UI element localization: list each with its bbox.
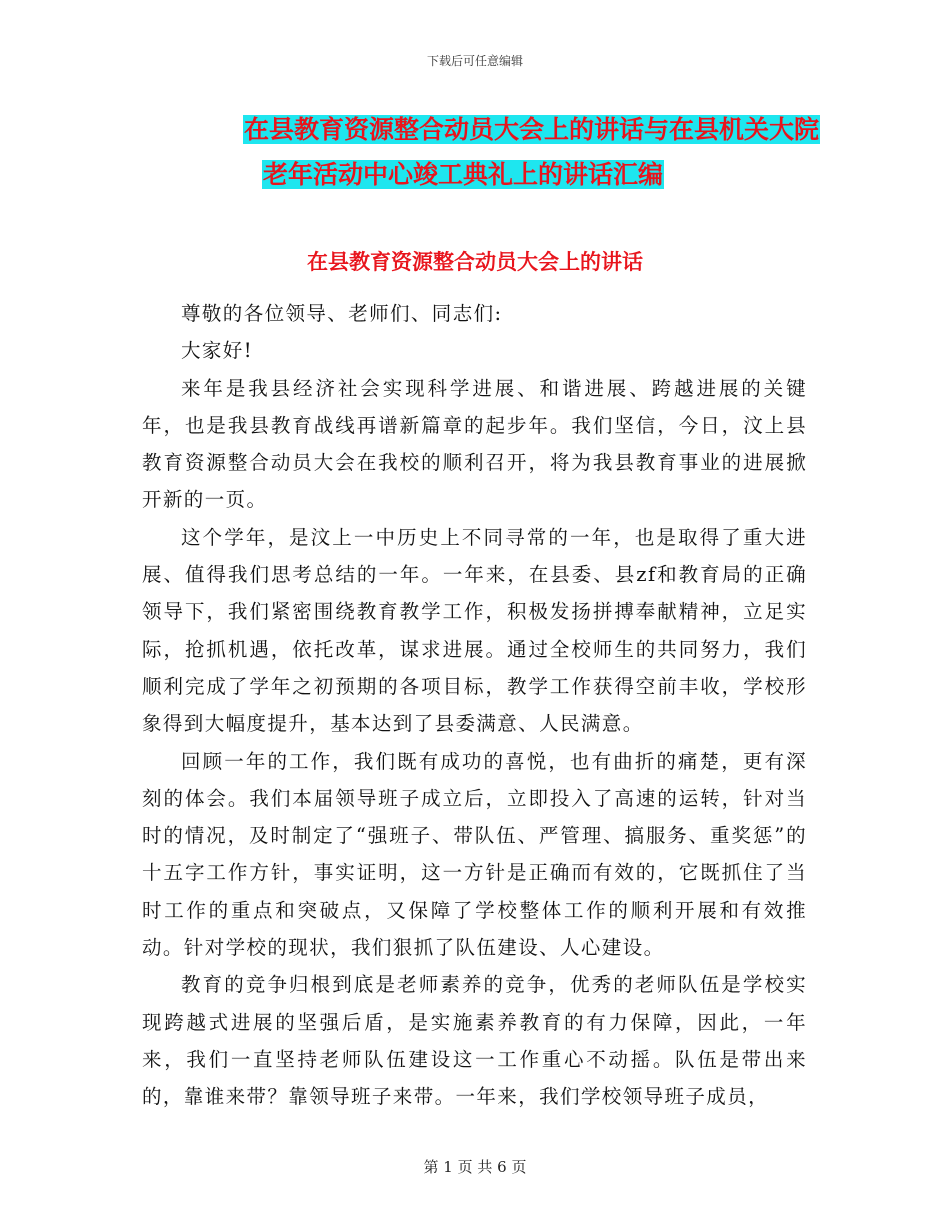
paragraph: 回顾一年的工作，我们既有成功的喜悦，也有曲折的痛楚，更有深刻的体会。我们本届领导班子成立后，立即投入了高速的运转，针对当时的情况，及时制定了“强班子、带队伍、严管理、搞服务、重奖惩”的十五字工作方针，事实证明，这一方针是正确而有效的，它既抓住了当时工作的重点和突破点，又保障了学校整体工作的顺利开展和有效推动。针对学校的现状，我们狠抓了队伍建设、人心建设。: [142, 749, 807, 960]
paragraph-greeting: 大家好!: [181, 339, 253, 363]
main-title-line-2-text: 老年活动中心竣工典礼上的讲话汇编: [263, 160, 664, 189]
paragraph: 来年是我县经济社会实现科学进展、和谐进展、跨越进展的关键年，也是我县教育战线再谱新篇章的起步年。我们坚信，今日，汶上县教育资源整合动员大会在我校的顺利召开，将为我县教育事业的进展掀开新的一页。: [142, 376, 807, 512]
paragraph: 教育的竞争归根到底是老师素养的竞争，优秀的老师队伍是学校实现跨越式进展的坚强后盾，是实施素养教育的有力保障，因此，一年来，我们一直坚持老师队伍建设这一工作重心不动摇。队伍是带出来的，靠谁来带？靠领导班子来带。一年来，我们学校领导班子成员，: [142, 973, 807, 1109]
paragraph: 这个学年，是汶上一中历史上不同寻常的一年，也是取得了重大进展、值得我们思考总结的一年。一年来，在县委、县zf和教育局的正确领导下，我们紧密围绕教育教学工作，积极发扬拼搏奉献精神，立足实际，抢抓机遇，依托改革，谋求进展。通过全校师生的共同努力，我们顺利完成了学年之初预期的各项目标，教学工作获得空前丰收，学校形象得到大幅度提升，基本达到了县委满意、人民满意。: [142, 525, 807, 736]
section-title: 在县教育资源整合动员大会上的讲话: [307, 250, 643, 274]
body-text: [142, 295, 807, 1116]
main-title-line-1-text: 在县教育资源整合动员大会上的讲话与在县机关大院: [243, 115, 819, 144]
main-title-line-1: [140, 111, 820, 149]
header-note: 下载后可任意编辑: [426, 54, 523, 68]
main-title-line-2: [262, 156, 942, 194]
page-footer: 第 1 页 共 6 页: [423, 1158, 527, 1176]
paragraph-salutation: 尊敬的各位领导、老师们、同志们:: [181, 302, 503, 325]
